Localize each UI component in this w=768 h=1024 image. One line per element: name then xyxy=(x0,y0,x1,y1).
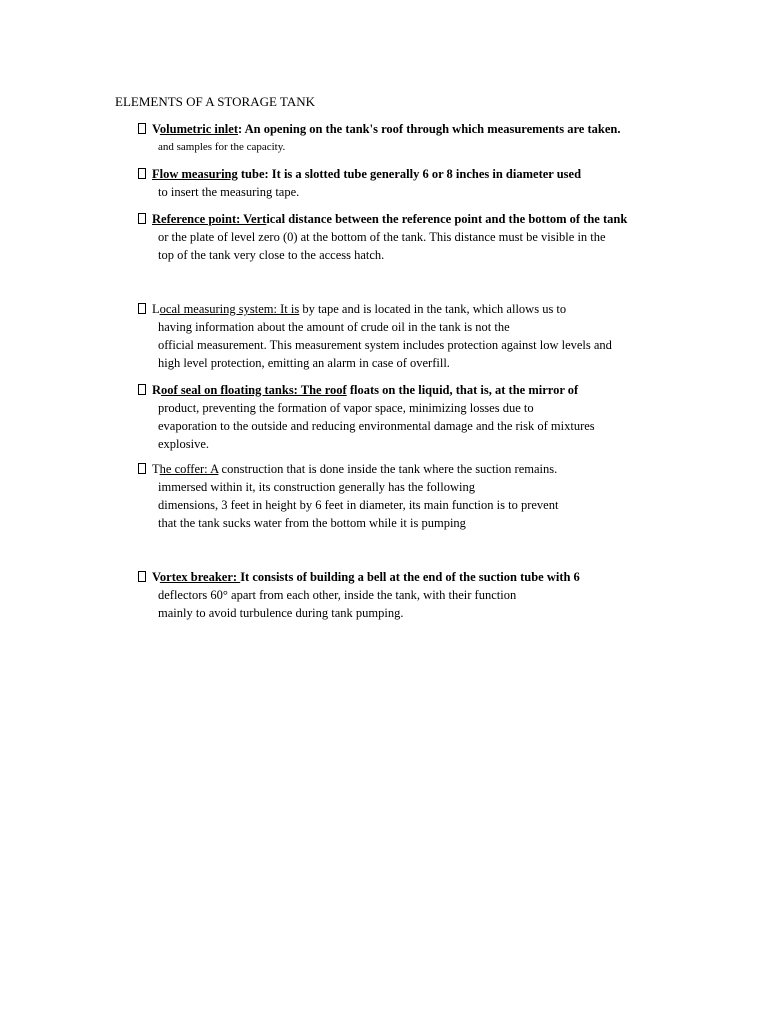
bullet-box-icon xyxy=(138,463,146,474)
item-continuation-line: to insert the measuring tape. xyxy=(158,185,300,199)
bullet-box-icon xyxy=(138,213,146,224)
document-title: ELEMENTS OF A STORAGE TANK xyxy=(115,94,315,109)
bullet-box-icon xyxy=(138,303,146,314)
item-heading-line: Reference point: Vertical distance between the reference point and the bottom of the tank xyxy=(138,210,627,228)
item-continuation-line: high level protection, emitting an alarm in case of overfill. xyxy=(158,356,450,370)
bullet-box-icon xyxy=(138,384,146,395)
item-continuation-line: explosive. xyxy=(158,437,210,451)
item-continuation-line: mainly to avoid turbulence during tank pumping. xyxy=(158,606,404,620)
bullet-box-icon xyxy=(138,571,146,582)
item-heading-line: Flow measuring tube: It is a slotted tube generally 6 or 8 inches in diameter used xyxy=(138,165,581,183)
item-heading-line: The coffer: A construction that is done inside the tank where the suction remains. xyxy=(138,460,558,478)
item-continuation-line: that the tank sucks water from the bottom while it is pumping xyxy=(158,516,466,530)
bullet-box-icon xyxy=(138,123,146,134)
list-item-local-measuring-system xyxy=(138,300,612,372)
item-heading-line: Vortex breaker: It consists of building a bell at the end of the suction tube with 6 xyxy=(138,568,580,586)
item-heading-line: Volumetric inlet: An opening on the tank's roof through which measurements are taken. xyxy=(138,120,620,138)
list-item-roof-seal xyxy=(138,381,595,453)
item-continuation-line: official measurement. This measurement system includes protection against low levels and xyxy=(158,338,612,352)
item-heading-line: Local measuring system: It is by tape and is located in the tank, which allows us to xyxy=(138,300,612,318)
list-item-flow-measuring-tube xyxy=(138,165,581,201)
bullet-box-icon xyxy=(138,168,146,179)
item-continuation-line: product, preventing the formation of vapor space, minimizing losses due to xyxy=(158,401,534,415)
item-continuation-line: or the plate of level zero (0) at the bottom of the tank. This distance must be visible in the xyxy=(158,230,606,244)
item-heading-line: Roof seal on floating tanks: The roof floats on the liquid, that is, at the mirror of xyxy=(138,381,595,399)
item-continuation-line: immersed within it, its construction generally has the following xyxy=(158,480,475,494)
list-item-reference-point xyxy=(138,210,627,264)
item-continuation-line: dimensions, 3 feet in height by 6 feet in diameter, its main function is to prevent xyxy=(158,498,559,512)
list-item-coffer xyxy=(138,460,558,532)
list-item-volumetric-inlet xyxy=(138,120,620,156)
item-continuation-line: evaporation to the outside and reducing environmental damage and the risk of mixtures xyxy=(158,419,595,433)
item-continuation-line: and samples for the capacity. xyxy=(158,141,286,153)
item-continuation-line: top of the tank very close to the access hatch. xyxy=(158,248,385,262)
list-item-vortex-breaker xyxy=(138,568,580,622)
item-continuation-line: having information about the amount of crude oil in the tank is not the xyxy=(158,320,510,334)
item-continuation-line: deflectors 60° apart from each other, inside the tank, with their function xyxy=(158,588,517,602)
